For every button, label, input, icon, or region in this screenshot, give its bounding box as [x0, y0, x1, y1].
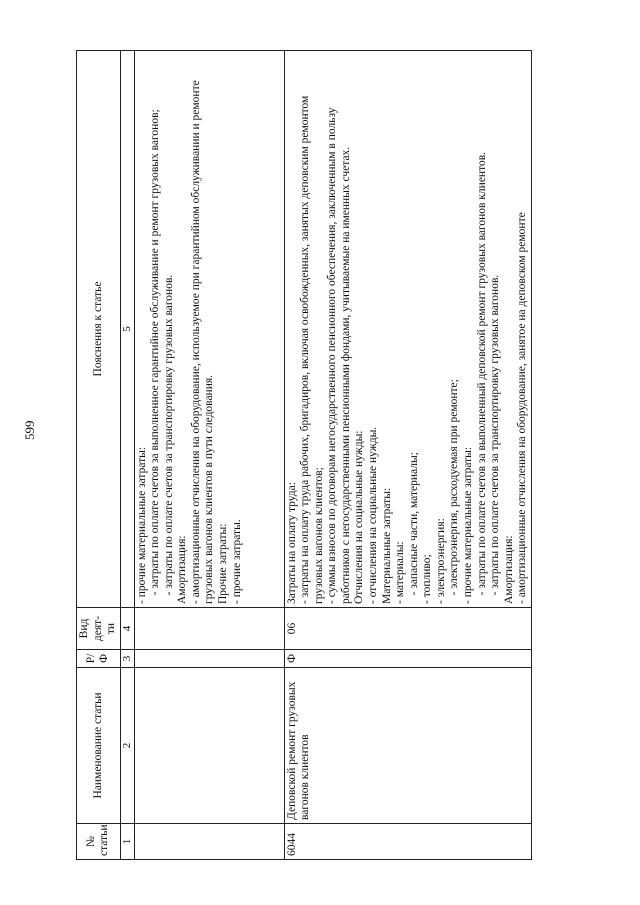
article-no-cell — [134, 824, 284, 860]
header-article-name: Наименование статьи — [77, 668, 121, 824]
table-row — [134, 51, 284, 860]
explanation-cell — [134, 51, 284, 608]
header-activity: Вид деят-ти — [77, 608, 121, 650]
explanation-line: Амортизация: — [502, 535, 515, 604]
explanation-line: - амортизационные отчисления на оборудование, используемое при гарантийном обслуживании и ремонте грузовых вагонов клиентов в пути следования. — [189, 77, 216, 604]
explanation-line: - запасные части, материалы; — [407, 452, 420, 604]
explanation-line: Отчисления на социальные нужды: — [353, 430, 366, 604]
explanation-line: Амортизация: — [176, 535, 189, 604]
column-number: 5 — [120, 51, 134, 608]
explanation-line: - затраты на оплату труда рабочих, бригадиров, включая освобожденных, занятых деповским ремонтом грузовых вагонов клиентов; — [299, 92, 325, 604]
explanation-line: - отчисления на социальные нужды. — [367, 426, 380, 604]
articles-table — [76, 50, 532, 860]
header-article-no: № статьи — [77, 824, 121, 860]
explanation-line: - материалы: — [394, 541, 407, 604]
column-number: 3 — [120, 650, 134, 668]
explanation-line: - затраты по оплате счетов за выполненный деповской ремонт грузовых вагонов клиентов. — [475, 151, 488, 604]
activity-cell — [134, 608, 284, 650]
explanation-line: - затраты по оплате счетов за транспортировку грузовых вагонов. — [489, 274, 502, 604]
explanation-line: - прочие материальные затраты: — [135, 446, 148, 604]
explanation-line: Прочие затраты: — [217, 523, 230, 604]
explanation-line: - затраты по оплате счетов за выполненное гарантийное обслуживание и ремонт грузовых вагонов; — [149, 109, 162, 604]
explanation-line: - затраты по оплате счетов за транспортировку грузовых вагонов. — [162, 274, 175, 604]
table-header-row — [77, 51, 121, 860]
page-number: 599 — [22, 420, 37, 440]
explanation-line: - прочие материальные затраты: — [461, 446, 474, 604]
explanation-line: - прочие затраты. — [230, 519, 243, 604]
explanation-line: - амортизационные отчисления на оборудование, занятое на деповском ремонте — [516, 212, 529, 604]
activity-cell: 06 — [284, 608, 531, 650]
column-number: 1 — [120, 824, 134, 860]
article-no-cell: 6044 — [284, 824, 531, 860]
explanation-line: Материальные затраты: — [380, 487, 393, 604]
column-number: 2 — [120, 668, 134, 824]
article-name-cell: Деповской ремонт грузовых вагонов клиентов — [284, 668, 531, 824]
rotated-table-container — [76, 50, 529, 860]
explanation-line: - топливо; — [421, 554, 434, 604]
rf-cell: Ф — [284, 650, 531, 668]
explanation-line: - электроэнергия, расходуемая при ремонте; — [448, 379, 461, 604]
explanation-line: - суммы взносов по договорам негосударственного пенсионного обеспечения, заключенным в пользу работников с негосударственными пенсионными фондами, учитываемые на именных счетах. — [326, 104, 352, 604]
header-explanation: Пояснения к статье — [77, 51, 121, 608]
table-row — [284, 51, 531, 860]
header-rf: Р/ Ф — [77, 650, 121, 668]
column-number: 4 — [120, 608, 134, 650]
article-name-cell — [134, 668, 284, 824]
column-number-row — [120, 51, 134, 860]
explanation-line: - электроэнергия: — [434, 518, 447, 604]
explanation-line: Затраты на оплату труда: — [285, 482, 298, 604]
explanation-cell — [284, 51, 531, 608]
rf-cell — [134, 650, 284, 668]
